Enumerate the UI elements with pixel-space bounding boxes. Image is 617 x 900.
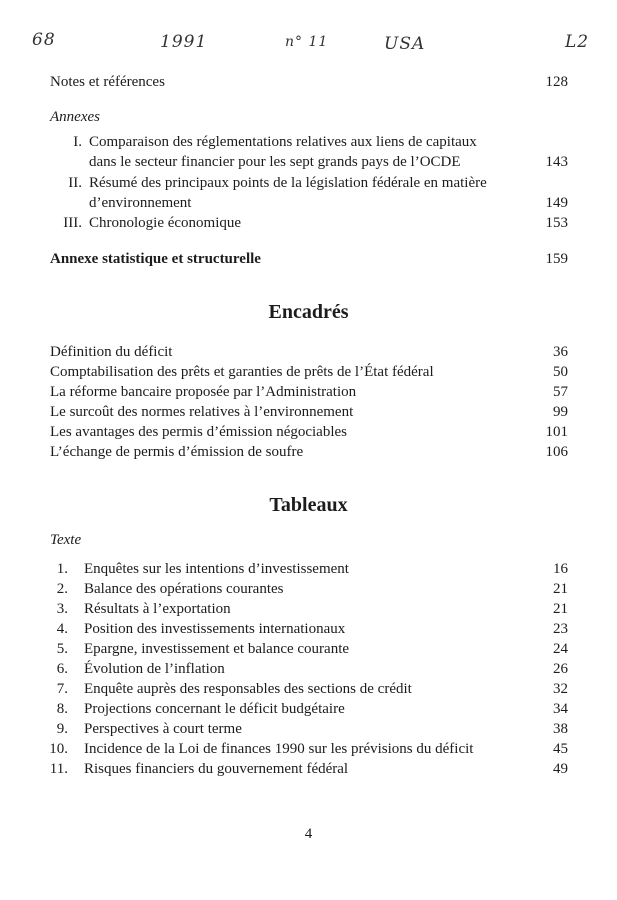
table-label: Enquête auprès des responsables des sections de crédit <box>84 681 412 697</box>
table-number: 9. <box>56 721 68 737</box>
table-number: 10. <box>49 741 68 757</box>
annex-label-line1: Chronologie économique <box>89 215 242 231</box>
encadre-label: Les avantages des permis d’émission négociables <box>50 424 347 440</box>
tableaux-heading: Tableaux <box>269 494 348 516</box>
toc-entry-page: 128 <box>545 74 568 90</box>
table-number: 3. <box>56 601 68 617</box>
toc-entry-page: 159 <box>545 251 568 267</box>
encadre-page: 50 <box>553 364 568 380</box>
handwritten-mark: USA <box>384 34 426 54</box>
tableaux-subtitle-text: Texte <box>50 532 82 548</box>
table-number: 6. <box>56 661 68 677</box>
encadre-page: 36 <box>553 344 568 360</box>
annexes-title: Annexes <box>50 109 100 125</box>
table-number: 8. <box>56 701 68 717</box>
encadre-page: 99 <box>553 404 568 420</box>
encadre-page: 101 <box>545 424 568 440</box>
table-label: Projections concernant le déficit budgétaire <box>84 701 345 717</box>
table-page: 49 <box>553 761 568 777</box>
table-page: 26 <box>553 661 568 677</box>
encadre-label: Définition du déficit <box>50 344 173 360</box>
annex-page: 143 <box>545 154 568 170</box>
encadre-label: Comptabilisation des prêts et garanties de prêts de l’État fédéral <box>50 364 434 380</box>
encadre-label: La réforme bancaire proposée par l’Administration <box>50 384 357 400</box>
table-page: 32 <box>553 681 568 697</box>
table-label: Évolution de l’inflation <box>84 661 225 677</box>
annex-label-line2: dans le secteur financier pour les sept grands pays de l’OCDE <box>89 154 461 170</box>
table-label: Perspectives à court terme <box>84 721 242 737</box>
table-page: 38 <box>553 721 568 737</box>
table-label: Enquêtes sur les intentions d’investissement <box>84 561 349 577</box>
table-label: Incidence de la Loi de finances 1990 sur les prévisions du déficit <box>84 741 474 757</box>
annex-label-line1: Résumé des principaux points de la législation fédérale en matière <box>89 175 487 191</box>
annex-page: 153 <box>545 215 568 231</box>
encadre-page: 106 <box>545 444 568 460</box>
table-number: 5. <box>56 641 68 657</box>
table-label: Risques financiers du gouvernement fédéral <box>84 761 349 777</box>
encadre-page: 57 <box>553 384 568 400</box>
table-number: 4. <box>56 621 68 637</box>
table-page: 16 <box>553 561 568 577</box>
annex-number: I. <box>73 134 82 150</box>
table-label: Résultats à l’exportation <box>84 601 231 617</box>
annex-number: III. <box>63 215 82 231</box>
toc-entry-label: Annexe statistique et structurelle <box>50 251 261 267</box>
table-label: Balance des opérations courantes <box>84 581 284 597</box>
table-number: 2. <box>56 581 68 597</box>
table-number: 7. <box>56 681 68 697</box>
table-number: 1. <box>56 561 68 577</box>
encadre-label: Le surcoût des normes relatives à l’environnement <box>50 404 354 420</box>
table-number: 11. <box>49 761 68 777</box>
annex-label-line1: Comparaison des réglementations relatives aux liens de capitaux <box>89 134 477 150</box>
annex-number: II. <box>68 175 82 191</box>
handwritten-mark: 68 <box>32 30 56 50</box>
encadre-label: L’échange de permis d’émission de soufre <box>50 444 304 460</box>
toc-entry-label: Notes et références <box>50 74 165 90</box>
handwritten-mark: n° 11 <box>285 34 329 50</box>
annex-label-line2: d’environnement <box>89 195 192 211</box>
table-page: 24 <box>553 641 568 657</box>
annex-page: 149 <box>545 195 568 211</box>
table-label: Position des investissements internationaux <box>84 621 346 637</box>
table-page: 21 <box>553 581 568 597</box>
handwritten-mark: L2 <box>565 32 590 52</box>
table-page: 21 <box>553 601 568 617</box>
page-number: 4 <box>304 826 313 842</box>
handwritten-mark: 1991 <box>160 32 208 52</box>
table-label: Epargne, investissement et balance courante <box>84 641 350 657</box>
encadres-heading: Encadrés <box>268 301 349 323</box>
table-page: 34 <box>553 701 568 717</box>
table-page: 45 <box>553 741 568 757</box>
table-page: 23 <box>553 621 568 637</box>
